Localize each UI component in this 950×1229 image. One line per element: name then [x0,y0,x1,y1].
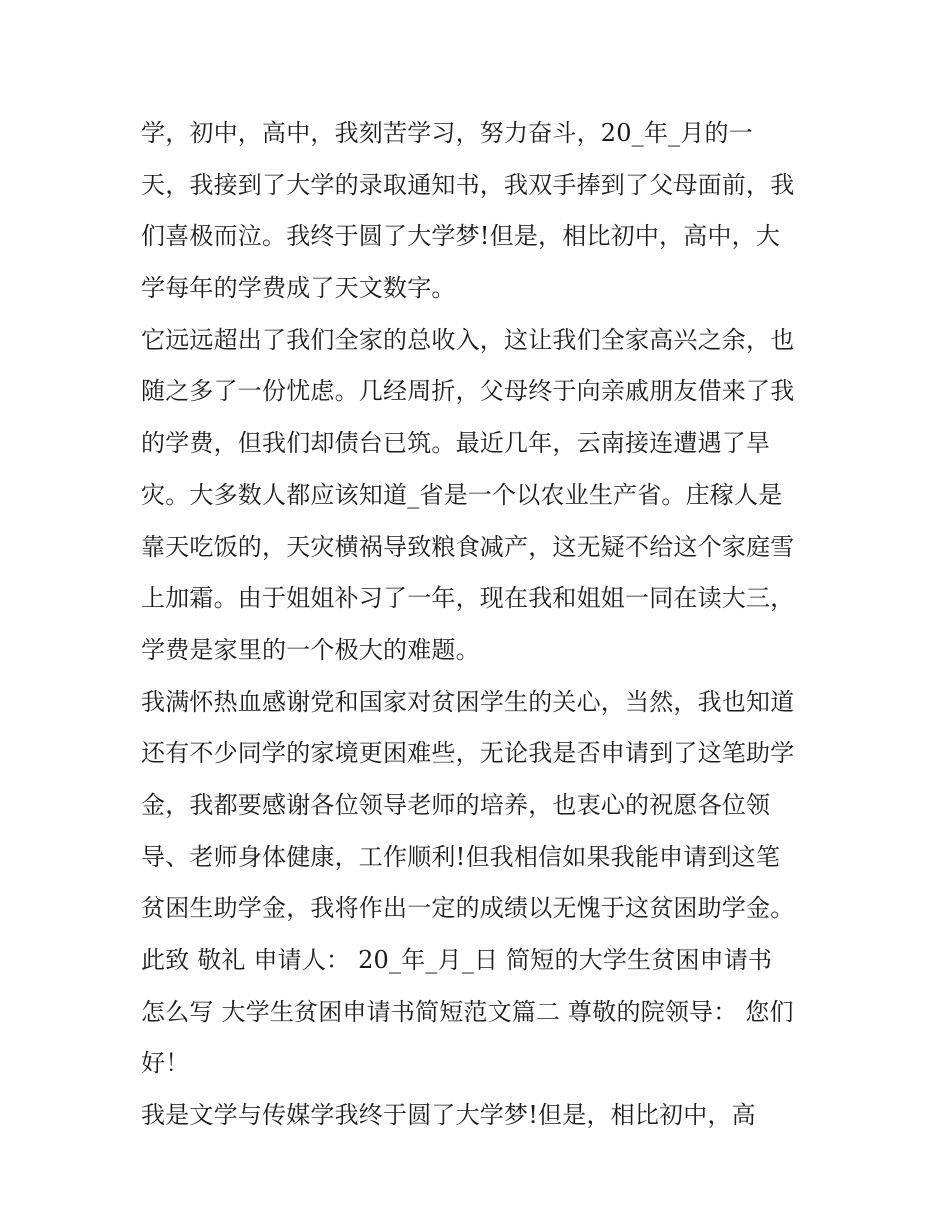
text-line: 学每年的学费成了天文数字。 [141,274,456,303]
text-line: 此致 敬礼 申请人： 20_年_月_日 简短的大学生贫困申请书 [141,946,773,974]
text-line: 们喜极而泣。我终于圆了大学梦!但是，相比初中，高中，大 [141,222,781,251]
text-line: 它远远超出了我们全家的总收入，这让我们全家高兴之余，也 [141,325,795,354]
text-line: 灾。大多数人都应该知道_省是一个以农业生产省。庄稼人是 [141,480,783,509]
text-line: 靠天吃饭的，天灾横祸导致粮食减产，这无疑不给这个家庭雪 [141,532,795,561]
text-line: 贫困生助学金，我将作出一定的成绩以无愧于这贫困助学金。 [141,894,795,923]
text-line: 金，我都要感谢各位领导老师的培养，也衷心的祝愿各位领 [141,790,771,819]
text-line: 天，我接到了大学的录取通知书，我双手捧到了父母面前，我 [141,170,795,199]
text-line: 随之多了一份忧虑。几经周折，父母终于向亲戚朋友借来了我 [141,377,795,406]
text-line: 上加霜。由于姐姐补习了一年，现在我和姐姐一同在读大三， [141,584,795,613]
text-line: 怎么写 大学生贫困申请书简短范文篇二 尊敬的院领导： 您们 [141,997,794,1026]
text-line: 还有不少同学的家境更困难些，无论我是否申请到了这笔助学 [141,739,795,768]
text-line: 我满怀热血感谢党和国家对贫困学生的关心，当然，我也知道 [141,687,795,716]
text-line: 学费是家里的一个极大的难题。 [141,635,480,664]
text-line: 的学费，但我们却债台已筑。最近几年，云南接连遭遇了旱 [141,429,771,458]
text-line: 学，初中，高中，我刻苦学习，努力奋斗，20_年_月的一 [141,119,753,147]
text-line: 我是文学与传媒学我终于圆了大学梦!但是，相比初中，高 [141,1101,756,1130]
text-line: 导、老师身体健康，工作顺利!但我相信如果我能申请到这笔 [141,842,781,871]
document-body [141,108,821,1142]
text-line: 好！ [141,1049,190,1078]
